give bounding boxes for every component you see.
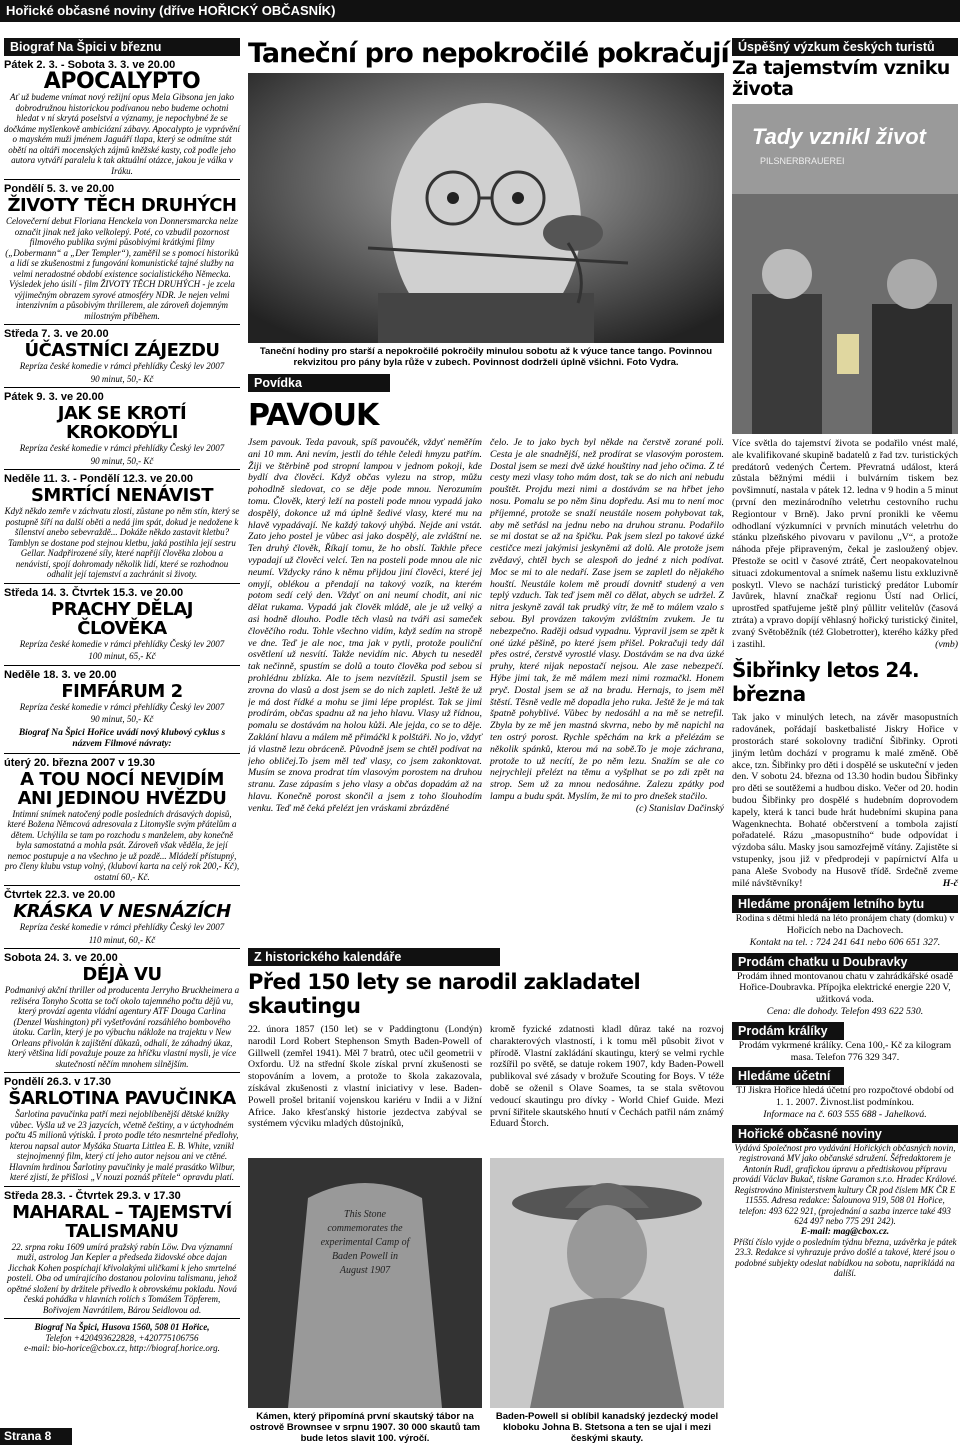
film-date: Středa 14. 3. Čtvrtek 15.3. ve 20.00: [4, 586, 184, 599]
film-date: úterý 20. března 2007 v 19.30: [4, 756, 156, 769]
classified-ad: [732, 895, 958, 948]
film-entry: [4, 1076, 240, 1183]
story-title: PAVOUK: [248, 398, 379, 433]
classified-ad: [732, 1022, 958, 1064]
photo-sign: Tady vznikl život: [752, 124, 927, 149]
film-price: 90 minut, 50,- Kč: [90, 373, 154, 384]
imprint-title: Hořické občasné noviny: [732, 1125, 958, 1143]
film-entry: [4, 1190, 240, 1316]
shibrinky-text: [732, 712, 958, 889]
film-price: 100 minut, 65,- Kč: [88, 651, 156, 661]
stone-photo: [248, 1158, 482, 1408]
imprint-text: Vydává Společnost pro vydávání Hořických občasných novin, registrovaná MV jako občanské sdružení. Šéfredaktorem je Antonín Rudl, grafickou úpravu a předtiskovou přípravu provádí Václav Bukač, tiskne Garamon s.r.o. Hradec Králové. Registrováno Ministerstvem kultury ČR pod číslem MK ČR E 11555. Adresa redakce: Šalounova 919, 508 01 Hořice, telefon: 493 622 921, (projednání a sazba inzerce také 493 624 497 nebo 775 291 242).: [732, 1142, 958, 1227]
film-date: Neděle 18. 3. ve 20.00: [4, 668, 117, 681]
scout-photos: [248, 1158, 724, 1444]
imprint: [732, 1125, 958, 1279]
newspaper-title-bar: [0, 0, 960, 22]
film-price: 90 minut, 50,- Kč: [90, 455, 154, 466]
history-headline: Před 150 lety se narodil zakladatel skautingu: [248, 970, 641, 1018]
story-body: [248, 437, 724, 942]
film-description: Šarlotina pavučinka patří mezi nejoblíbenější dětské knížky vůbec. Vyšla už ve 23 jazycích, včetně češtiny, a v úctyhodném počtu 45 milionů výtisků. I proto podle této nesmrtelné předlohy, kterou napsal autor Myšáka Stuarta Littlea E. B. White, vznikl stejnojmenný film, který ctí jeho autor nejsou ani ve ctěné. Hlavním hrdinou Šarlotiny pavučinky je malé prasátko Wilbur, které zjistí, že přišlosi „V nouzi poznáš přítele“ opravdu platí.: [5, 1109, 239, 1182]
film-title: FIMFÁRUM 2: [61, 680, 183, 702]
film-date: Pondělí 26.3. v 17.30: [4, 1076, 112, 1088]
film-description: Podmanivý akční thriller od producenta Jerryho Bruckheimera a režiséra Tonyho Scotta se točí okolo tajemného počtu dějů vu, který provází agenta vládní agentury ATF Douga Carlina (Denzel Washington) při vyšetřování rozsáhlého bombového útoku. Carlin, který je po výbuchu náklože na trajektu v New Orleans přivolán k zajištění důkazů, odhalí, že záhadný úkaz, který většina lidí považuje pouze za hříčku vlastní mysli, je více skutečností něčím mnohem silnějším.: [4, 985, 240, 1069]
photo-sign-sub: PILSNERBRAUEREI: [760, 156, 845, 166]
shibrinky-body: Tak jako v minulých letech, na závěr masopustních radovánek, pořádají basketbalisté Jiskry Hořice v prostorách staré sokolovny tradiční Šibřinky. Oproti jiným letům dochází v programu k malé změně. Obě akce, tzn. Šibřinky pro děti i dospělé se uskuteční v jeden den. V sobotu 24. března od 13.30 hodin budou Šibřinky pro děti se soutěžemi a hudbou disko. Večer od 20. hodin budou Šibřinky pro dospělé s hudebním doprovodem kapely, která k tanci bude hrát hudebními skupina pana Wagenknechta. Bohaté občerstvení a tombola zajistí pořadatelé. Rázu „masopustního“ bude odpovídat i výzdoba sálu. Masky jsou samozřejmě vítány. Zajistěte si vstupenky, jsou již v předprodeji v papírnictví Alfa u pana Aleše Svobody na Husově třídě. Srdečně zveme milé návštěvníky!: [732, 712, 958, 889]
imprint-deadline: Příští číslo vyjde o posledním týdnu března, uzávěrka je pátek 23.3. Redakce si vyhrazuje právo došlé a takové, které jsou o podobné subjekty odeslat nabídkou na sobotu, naprikládá na dalíší.: [733, 1236, 957, 1279]
stone-inscription: This Stone commemorates the experimental Camp of Baden Powell in August 1907: [320, 1209, 410, 1276]
dance-photo: [248, 73, 724, 343]
history-body: [248, 1024, 724, 1154]
film-title: APOCALYPTO: [43, 69, 201, 94]
film-title: JAK SE KROTÍ KROKODÝLI: [57, 403, 187, 443]
cinema-column: [4, 38, 240, 1354]
film-price: 90 minut, 50,- Kč: [90, 714, 154, 724]
ad-text: Rodina s dětmi hledá na léto pronájem chaty (domku) v Hořicích nebo na Dachovech.: [735, 913, 955, 937]
film-title: MAHARAL – TAJEMSTVÍ TALISMANU: [12, 1201, 232, 1242]
ad-text: TJ Jiskra Hořice hledá účetní pro rozpočtové období od 1. 1. 2007. Živnost.list podmínkou.: [736, 1085, 954, 1109]
film-description: Intimní snímek natočený podle posledních drásavých dopisů, které Božena Němcová adresovala z Litomyšle svým přátelům a dětem. Uchýlila se tam po rozchodu s manželem, aby konečně byla samostatná a mohla psát. Zároveň však věděla, že její nemoc postupuje a na všechno je už pozdě... Mládeží přístupný, pro členy klubu vstup volný, (kluboví karta na celý rok 200,- Kč), ostatní 60,- Kč.: [4, 808, 240, 882]
film-date: Středa 28.3. - Čtvrtek 29.3. v 17.30: [4, 1189, 181, 1202]
story-author: (c) Stanislav Dačinský: [635, 802, 724, 814]
story-column: [490, 437, 724, 942]
research-section-header: Úspěšný výzkum českých turistů: [732, 38, 958, 56]
ad-contact: Informace na č. 603 555 688 - Jahelková.: [763, 1109, 927, 1121]
imprint-email: E-mail: mag@cbox.cz.: [800, 1226, 890, 1237]
contact-address: Biograf Na Špici, Husova 1560, 508 01 Hořice,: [34, 1322, 210, 1332]
ad-contact: Kontakt na tel. : 724 241 641 nebo 606 651 327.: [749, 936, 941, 948]
main-column: [248, 38, 729, 1444]
club-note: Biograf Na Špici Hořice uvádí nový klubový cyklus s názvem Filmové návraty:: [18, 727, 226, 749]
film-title: ŠARLOTINA PAVUČINKA: [8, 1088, 236, 1109]
bp-photo-block: [490, 1158, 724, 1444]
classified-ad: [732, 1067, 958, 1120]
film-entry: [4, 757, 240, 883]
film-date: Neděle 11. 3. - Pondělí 12.3. ve 20.00: [4, 473, 193, 485]
history-column: 22. února 1857 (150 let) se v Paddingtonu (Londýn) narodil Lord Robert Stephenson Smyth Baden-Powell of Gillwell (zemřel 1941). Měl 7 bratrů, otec učil geometrii v Oxfordu. Už na střední škole získal první zkušenosti se stopováním a lovem, a protože to škola zakazovala, získával zkušenosti z vlastní iniciativy v lese. Baden-Powell prošel britanií vojenskou kariéru v Indii a v Jižní Africe. Jako křesťanský historie jezdectva zabýval se systémem výcviku mladých důstojníků,: [248, 1024, 482, 1130]
film-entry: [4, 952, 240, 1069]
story-text: čelo. Je to jako bych byl někde na čerstvě zorané poli. Cesta je ale snadnější, než prodírat se vlasovým porostem. Dostal jsem se mezi dvě úzké houštiny nad jeho očima. Z té cesty mezi vlasy toho mám dost, tak se do nich ani nebudu pouštět. Projdu mezi nimi a dostávám se na hřbet jeho nosu. Pomalu se po něm šinu dopředu. Asi mu to není moc příjemné, protože se snaží neustále nosem pohybovat tak, aby mě setřásl na jednu nebo na druhou stranu. Podařilo se mi dostat se až na špičku. Pak jsem slezl po takové úzké cestičce mezi jakýmisi jeskyněmi až dolů. Ale protože jsem zvědavý, chtěl bych se alespoň do jedné z nich podívat. Moc se mi to ale nedaří. Zase jsem se zapletl do nějakého houští. Neustále kolem mě proudí dovnitř studený a ven teplý vzduch. Tak teď jsem měl co dělat, abych se udržel. Z nitra jeskyně zavál tak prudký vítr, že mě to málem vzalo s sebou. Byl provázen takovým zvláštním zvukem. Je tu nebezpečno. Raději odsud vypadnu. Vypravil jsem se zpět k oné úzké pěšině, po které jsem přišel. Pokračuji tedy dál přes ostré, čerstvě vyrostlé vlasy. Dostávám se na dva úzké pruhy, které nijak nepostačí nejsou. Ale zase nebezpečí. Hýbe jimi tak, že mě málem mezi nimi rozmačkl. Honem pryč. Dostal jsem se až na bradu. Hernajs, to jsem měl štěstí. Těsně vedle mě dopadla jeho ruka. Ještě že je má tak špatně pohyblivé. Vůbec by nedosáhl a na mě se netrefil. Zbyla by ze mě jen mastná skvrna, nebo by mě napichl na ten ostrý porost. Rychle spěchám na krk a přelézám se několik spánků, kterou má na sobě.To je moje záchrana, protože to už necítí, že po něm lezu. Snažím se ale co nejrychleji přelézt na těmu a vyšplhat se po zdi zpět na strop. Sem už za mnou nedosáhne. Zalezu zpátky pod lampu a budu spát. Myslím, že mi to pro dnešek stačilo.: [490, 437, 724, 802]
contact-email: e-mail: bio-horice@cbox.cz, http://biograf.horice.org.: [24, 1343, 220, 1353]
film-date: Sobota 24. 3. ve 20.00: [4, 952, 118, 964]
film-price: 110 minut, 60,- Kč: [88, 934, 156, 945]
ad-title: Prodám králíky: [732, 1022, 844, 1040]
film-date: Pátek 2. 3. - Sobota 3. 3. ve 20.00: [4, 59, 176, 71]
film-title: DÉJÀ VU: [82, 964, 162, 985]
film-date: Pátek 9. 3. ve 20.00: [4, 391, 104, 403]
film-title: ÚČASTNÍCI ZÁJEZDU: [24, 340, 220, 361]
film-description: Ať už budeme vnímat nový režijní opus Mela Gibsona jen jako dobrodružnou historickou podívanou nebo budeme ochotni hledat v ní skrytá poselství a významy, je nepochybné že se dočkáme myšlenkově ambiciózní zábavy. Apocalypto je vyprávění o mayském muži jménem Jaguáří tlapa, který se odmítne stát obětí na oltáři mocenských zájmů kněžské kasty, což podle jeho autora vytváří paralelu k tak aktuální otázce, jakou je válka v Iráku.: [4, 92, 241, 176]
film-title: A TOU NOCÍ NEVIDÍM ANI JEDINOU HVĚZDU: [17, 768, 227, 809]
page-number: Strana 8: [0, 1428, 72, 1445]
film-title: KRÁSKA V NESNÁZÍCH: [13, 901, 231, 922]
history-section-header: Z historického kalendáře: [248, 948, 500, 966]
research-text: [732, 438, 958, 650]
film-title: SMRTÍCÍ NENÁVIST: [30, 485, 214, 506]
film-entry: [4, 391, 240, 466]
film-date: Pondělí 5. 3. ve 20.00: [4, 183, 115, 195]
classified-ad: [732, 953, 958, 1018]
film-description: Celovečerní debut Floriana Henckela von Donnersmarcka nelze označit jinak než jako velkolepý. Poté, co vzbudil pozornost filmového publika svými působivými krátkými filmy („Dobermann“ a „Der Templer“), zaměřil se s pomocí historiků a lidí se zkušenostmi z fungování komunistické tajné služby na velmi neradostné období existence socialistického Německa. Výsledek jeho úsilí - film ŽIVOTY TĚCH DRUHÝCH - je zcela výjimečným obrazem syrové atmosféry NDR. Je nejen velmi intenzivním a působivým thrillerem, ale zároveň dojemným milostným příběhem.: [5, 216, 239, 321]
main-headline: Taneční pro nepokročilé pokračují: [248, 38, 729, 69]
photo-caption: Taneční hodiny pro starší a nepokročilé pokročily minulou sobotu až k výuce tance tango. Povinnou rekvizitou pro pány byla růže v zubech. Povinnost dodrželi úplně všichni. Foto Vydra.: [259, 346, 713, 368]
film-entry: [4, 59, 240, 176]
film-entry: [4, 328, 240, 384]
research-headline: Za tajemstvím vzniku života: [732, 57, 950, 100]
film-entry: [4, 669, 240, 725]
brewery-photo: [732, 104, 958, 434]
film-title: PRACHY DĚLAJ ČLOVĚKA: [51, 598, 193, 639]
film-description: Repríza české komedie v rámci přehlídky Český lev 2007: [19, 361, 225, 371]
ad-title: Hledáme účetní: [732, 1067, 844, 1085]
bp-caption: Baden-Powell si oblíbil kanadský jezdecký model kloboku Johna B. Stetsona a ten se ujal i mezi českými skauty.: [495, 1411, 719, 1444]
film-date: Středa 7. 3. ve 20.00: [4, 328, 109, 340]
ad-text: Prodám vykrmené králíky. Cena 100,- Kč za kilogram masa. Telefon 776 329 347.: [738, 1039, 952, 1063]
film-entry: [4, 183, 240, 321]
film-description: Když někdo zemře v záchvatu zlosti, zůstane po něm stín, který se postupně šíří na další oběti a nedá jim spát, dokud je nedožene k šílenství anebo sebevraždě... Dokáže někdo zastavit kletbu? Tamblyn se dostane pod stejnou kletbu, jaká postihla její sestru Gellar. Nadpřirozené síly, které napříjí člověka zlobou a nenávistí, spojí dohromady několik lidí, které se rozhodnou odhalit její tajemství a zachránit si životy.: [4, 506, 240, 579]
shibrinky-headline: Šibřinky letos 24. března: [732, 658, 920, 707]
film-entry: [4, 587, 240, 662]
research-signature: (vmb): [935, 638, 958, 650]
film-description: Repríza české komedie v rámci přehlídky Český lev 2007: [19, 922, 225, 932]
film-entry: [4, 889, 240, 945]
stone-photo-block: [248, 1158, 482, 1444]
baden-powell-photo: [490, 1158, 724, 1408]
ad-contact: Cena: dle dohody. Telefon 493 622 530.: [766, 1006, 924, 1018]
cinema-contact: [4, 1322, 240, 1354]
film-description: 22. srpna roku 1609 umírá pražský rabín Löw. Dva významní muži, astrolog Jan Kepler a předseda židovské obce dajan Jicchak Kohen pospíchají křivolakými uličkami k jeho smrtelné posteli. Oba od umírajícího dostanou polovinu talismanu, jehož opětné složení by držitele přivedlo k obrovskému pokladu. Nová česká pohádka v hlavních rolích s Tomášem Töpferem, Bořivojem Navrátilem, Bárou Seidlovou ad.: [7, 1241, 237, 1315]
history-column: kromě fyzické zdatnosti kladl důraz také na rozvoj charakterových vlastností, i k tomu měl působit život v přírodě. Vlastní zakládání skautingu, který se velmi rychle rozšířil po světě, se datuje rokem 1907, kdy Baden-Powell publikoval své zásady v brožuře Scouting for Boys. V téže době se oženil s Olave Soames, ta se stala světovou vedoucí skautingu pro dívky - World Chief Guide. Mezi první šiřitele skautského hnutí v Čechách patřil nám známý Eduard Štorch.: [490, 1024, 724, 1130]
newspaper-title: Hořické občasné noviny (dříve HOŘICKÝ OBČASNÍK): [6, 3, 336, 18]
film-description: Repríza české komedie v rámci přehlídky Český lev 2007: [19, 638, 225, 649]
ad-text: Prodám ihned montovanou chatu v zahrádkářské osadě Hořice-Doubravka. Přípojka elektrické energie 220 V, užitková voda.: [736, 970, 953, 1006]
story-section-header: Povídka: [248, 374, 390, 392]
contact-phone: Telefon +420493622828, +420775106756: [45, 1332, 199, 1343]
shibrinky-signature: H-č: [942, 877, 958, 889]
research-body: Více světla do tajemství života se podařilo vnést malé, ale kvalifikované skupině badatelů z řad tzv. turistických predátorů vedených Čertem. Převratná událost, která zůstala běžnými médii i bulvárním tiskem bez povšimnutí, nastala v pátek 12. ledna v 9 hodin a 5 minut (první den mezinárodního veletrhu cestovního ruchu Regiontour v Brně). Jako první pronikli ke věemu odhodlaní výzkumníci v prvních minutách veletrhu do stánku plzeňského pivovaru v pavilonu „V“, a protože náhoda přeje připraveným, čekal je zasloužený objev. Přestože se ocitl v časové ztrátě, Čert neopakovatelnou situaci zdokumentoval a snímek našemu listu exkluzivně poskytl. Vlevo se nachází turistický predátor Lubomír Javůrek, hlavní značkař regionu Ústí nad Orlicí, uprostřed spatřujeme ještě plný půllitr velitelův (časová ztráta) a vpravo dopíjí věhlasný hořický turistický činitel, zvaný Světoběžník (též Globetrotter), kterého kážky před i zastihl.: [732, 438, 958, 650]
film-title: ŽIVOTY TĚCH DRUHÝCH: [7, 195, 237, 216]
film-entry: [4, 473, 240, 580]
story-column: Jsem pavouk. Teda pavouk, spíš pavoučék, vždyť neměřím ani 10 mm. Ani nevím, jestli do téhle čeledi hmyzu patřím. Žiji ve štěrbině pod stropní lampou v jednom pokoji, kde bydlí dva člověci. Když občas vylezu na strop, můžu pohodlně sledovat, co se děje pode mnou. Nerozumím tomu. Člověk, který leží na posteli pode mnou vypadá jako dospělý, dokonce už má úplně šedivé vlasy, které mu na hlavě vypadávají. Ne každý takový uhýbá. Nejde ani vstát. Zato jeho postel je vůbec asi jako dospělý, ale zvláštní ne. Ten druhý člověk, Říkají tomu, že ho obslí. Takhle přece vypadají už člověci velcí. Ten na posteli pode mnou ale nic neumí. Vždycky ráno k němu přijdou jiní člověci, které jej omyjí, oblékou a přendají na takový vozík, na kterém potom sedí celý den. Vždyť on ani neumí chodit, ani nic dělat rukama. Vypadá jak člověk mládě, ale je už velký a asi hodně dlouho. Podle těch vlasů na tváři asi sameček člověčího rodu. Tohle všechno vidím, když sedím na stropě ve dne. Teď je ale noc, tma jak v pytli, protože pouliční osvětlení už nesvítí. Takže nevidím nic. Abych tu neseděl tak nečinně, spustím se dolů a touto člověka pod sebou si prohlédnu zblízka. Ale to jsem nezvítězil. Spustil jsem se zrovna do vlasů a dost jsem se do nich zapletl. Ještě že už je má dost řídké a mohu se jimi lépe proplést. Tak se jimi prodírám, občas spadnu až na jeho hlavu. Vlasy už řídnou, pomalu se dostávám na holou kůži. Ale jejda, co se to děje. Zaklání hlavu a málem mě přimáčkl k polštáři. No jo, vždyť já vlastně lezu obráceně. Původně jsem se chtěl podívat na jeho obličej.To jsem měl teď vlasy, co jsem zakonktovat. Musím se znova prodrat tím vlasovým porostem na druhou stranu. Zase zápasím s jeho vlasy a občas dopadám až na hlavu. Konečně porost skončil a jsem z toho šlouhodím venku. Teď mě čeká přelézt jen vráskami zbrázděné: [248, 437, 482, 814]
cinema-section-header: Biograf Na Špici v březnu: [4, 38, 240, 56]
stone-caption: Kámen, který připomíná první skautský tábor na ostrově Brownsee v srpnu 1907. 30 000 skautů tam bude letos slavit 100. výročí.: [249, 1411, 481, 1444]
right-column: [732, 38, 958, 1279]
ad-title: Hledáme pronájem letního bytu: [732, 895, 958, 913]
film-description: Repríza české komedie v rámci přehlídky Český lev 2007: [19, 701, 225, 712]
film-description: Repríza české komedie v rámci přehlídky Český lev 2007: [19, 443, 225, 453]
ad-title: Prodám chatku u Doubravky: [732, 953, 958, 971]
film-date: Čtvrtek 22.3. ve 20.00: [4, 889, 116, 901]
